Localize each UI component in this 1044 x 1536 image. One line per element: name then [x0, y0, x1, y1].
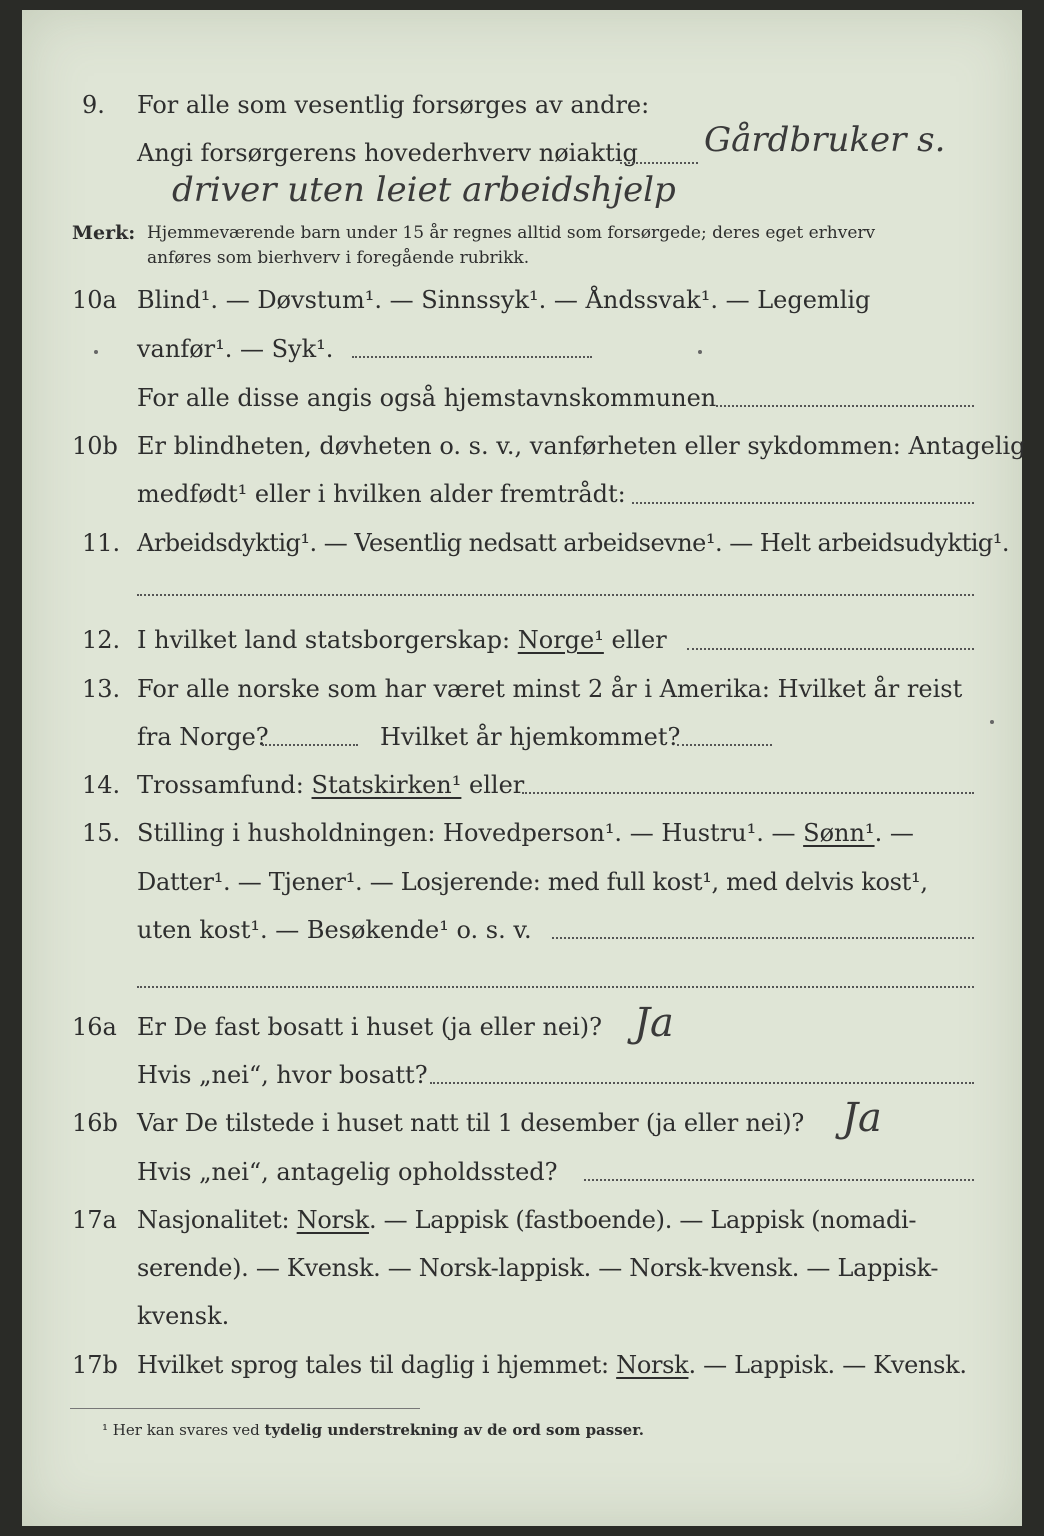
q10a-kommune-line	[716, 405, 974, 407]
footnote-text-a: Her kan svares ved	[112, 1421, 260, 1439]
q14-line	[137, 770, 524, 800]
q11-answer-line	[137, 594, 974, 596]
q14-pre: Trossamfund:	[137, 771, 304, 799]
q9-line1: For alle som vesentlig forsørges av andre:	[137, 91, 650, 119]
q11-number: 11.	[82, 529, 121, 557]
q10b-line1: Er blindheten, døvheten o. s. v., vanførheten eller sykdommen: Antagelig	[137, 432, 1026, 460]
q13-line2a: fra Norge?	[137, 723, 269, 751]
q16b-line1: Var De tilstede i huset natt til 1 desember (ja eller nei)?	[137, 1109, 805, 1137]
q10b-line2: medfødt¹ eller i hvilken alder fremtrådt:	[137, 480, 626, 508]
q9-line2: Angi forsørgerens hovederhverv nøiaktig	[137, 139, 638, 167]
paper-speck	[698, 350, 702, 354]
q16b-handwritten-answer: Ja	[842, 1095, 882, 1141]
q9-number: 9.	[82, 91, 105, 119]
q15-sonn: Sønn¹	[803, 819, 875, 847]
q11-line1: Arbeidsdyktig¹. — Vesentlig nedsatt arbeidsevne¹. — Helt arbeidsudyktig¹.	[137, 529, 1010, 557]
q10a-line3: For alle disse angis også hjemstavnskommunen	[137, 384, 717, 412]
q15-line1	[137, 818, 914, 848]
q15-line3: uten kost¹. — Besøkende¹ o. s. v.	[137, 916, 532, 944]
footnote-text-b: tydelig understrekning av de ord som passer.	[264, 1421, 644, 1439]
q12-norge: Norge¹	[517, 626, 604, 654]
q17b-line	[137, 1350, 967, 1380]
q15-number: 15.	[82, 819, 121, 847]
q16a-answer-line	[430, 1082, 974, 1084]
q15-line1b: . —	[874, 819, 914, 847]
q14-number: 14.	[82, 771, 121, 799]
q10b-number: 10b	[72, 432, 118, 460]
q17b-norsk: Norsk	[616, 1351, 689, 1379]
q17a-norsk: Norsk	[296, 1206, 369, 1234]
q12-answer-line	[687, 648, 974, 650]
footnote-rule	[70, 1408, 420, 1409]
q16a-number: 16a	[72, 1013, 117, 1041]
merk-line2: anføres som bierhverv i foregående rubrikk.	[147, 248, 530, 268]
q14-post: eller	[469, 771, 525, 799]
census-form-page	[22, 10, 1026, 1526]
q13-number: 13.	[82, 675, 121, 703]
q13-line1: For alle norske som har været minst 2 år i Amerika: Hvilket år reist	[137, 675, 963, 703]
footnote-mark: ¹	[102, 1421, 109, 1439]
paper-speck	[94, 350, 98, 354]
q17b-pre: Hvilket sprog tales til daglig i hjemmet:	[137, 1351, 609, 1379]
q16b-answer-line	[584, 1179, 974, 1181]
q16b-line2: Hvis „nei“, antagelig opholdssted?	[137, 1158, 558, 1186]
q10a-answer-line	[352, 356, 592, 358]
q16b-number: 16b	[72, 1109, 118, 1137]
q17a-line1b: . — Lappisk (fastboende). — Lappisk (nomadi-	[368, 1206, 917, 1234]
q16a-line1: Er De fast bosatt i huset (ja eller nei)?	[137, 1013, 603, 1041]
q9-handwritten-answer-1: Gårdbruker s.	[704, 120, 946, 160]
q17a-line3: kvensk.	[137, 1302, 230, 1330]
q12-line	[137, 625, 667, 655]
q9-answer-line	[620, 162, 698, 164]
q17b-post: . — Lappisk. — Kvensk.	[688, 1351, 967, 1379]
merk-label: Merk:	[72, 222, 136, 244]
q12-pre: I hvilket land statsborgerskap:	[137, 626, 511, 654]
q14-answer-line	[522, 792, 974, 794]
paper-speck	[990, 720, 994, 724]
q17a-line2: serende). — Kvensk. — Norsk-lappisk. — Norsk-kvensk. — Lappisk-	[137, 1254, 939, 1282]
q16a-line2: Hvis „nei“, hvor bosatt?	[137, 1061, 428, 1089]
q17b-number: 17b	[72, 1351, 118, 1379]
q13-reist-line	[262, 744, 358, 746]
q10a-line1: Blind¹. — Døvstum¹. — Sinnssyk¹. — Åndssvak¹. — Legemlig	[137, 286, 871, 314]
q15-line1a: Stilling i husholdningen: Hovedperson¹. — Hustru¹. —	[137, 819, 796, 847]
q17a-pre: Nasjonalitet:	[137, 1206, 290, 1234]
q14-statskirken: Statskirken¹	[311, 771, 462, 799]
footnote	[102, 1418, 644, 1442]
q10b-answer-line	[632, 502, 974, 504]
q10a-line2: vanfør¹. — Syk¹.	[137, 335, 334, 363]
q10a-number: 10a	[72, 286, 117, 314]
merk-line1: Hjemmeværende barn under 15 år regnes alltid som forsørgede; deres eget erhverv	[147, 223, 876, 243]
q15-line2: Datter¹. — Tjener¹. — Losjerende: med full kost¹, med delvis kost¹,	[137, 868, 928, 896]
q13-line2b: Hvilket år hjemkommet?	[380, 723, 681, 751]
q16a-handwritten-answer: Ja	[634, 1000, 674, 1046]
q17a-line1	[137, 1205, 916, 1235]
q15-extra-line	[137, 986, 974, 988]
q13-hjemkommet-line	[677, 744, 772, 746]
q15-answer-line	[552, 937, 974, 939]
q17a-number: 17a	[72, 1206, 117, 1234]
q9-handwritten-answer-2: driver uten leiet arbeidshjelp	[172, 170, 676, 210]
q12-number: 12.	[82, 626, 121, 654]
q12-post: eller	[611, 626, 667, 654]
